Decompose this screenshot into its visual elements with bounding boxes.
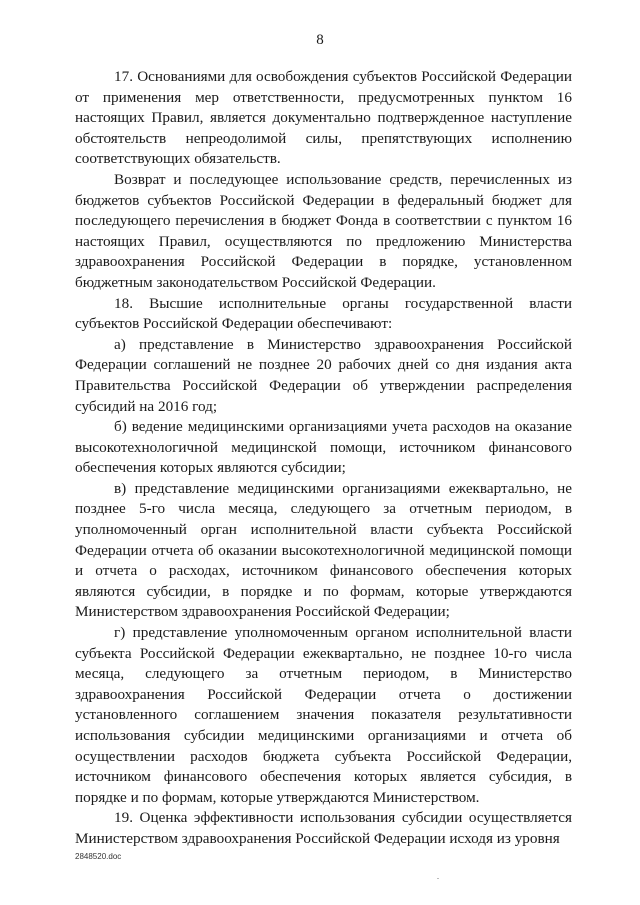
document-body — [75, 67, 572, 850]
page-number: 8 — [316, 32, 324, 48]
scan-speck — [437, 878, 439, 879]
paragraph-18-b: б) ведение медицинскими организациями учета расходов на оказание высокотехнологичной медицинской помощи, источником финансового обеспечения которых являются субсидии; — [75, 418, 572, 477]
paragraph-19: 19. Оценка эффективности использования субсидии осуществляется Министерством здравоохранения Российской Федерации исходя из уровня — [75, 809, 572, 847]
paragraph-18: 18. Высшие исполнительные органы государственной власти субъектов Российской Федерации обеспечивают: — [75, 294, 572, 333]
paragraph-18-v: в) представление медицинскими организациями ежеквартально, не позднее 5-го числа месяца, следующего за отчетным периодом, в уполномоченный орган исполнительной власти субъекта Российской Федерации отчета об оказании высокотехнологичной медицинской помощи и отчета о расходах, источником финансового обеспечения которых являются субсидии, в порядке и по формам, которые утверждаются Министерством здравоохранения Российской Федерации; — [75, 479, 572, 621]
paragraph-18-g: г) представление уполномоченным органом исполнительной власти субъекта Российской Федерации ежеквартально, не позднее 10-го числа месяца, следующего за отчетным периодом, в Министерство здравоохранения Российской Федерации отчета о достижении установленного соглашением значения показателя результативности использования субсидии медицинскими организациями и отчета об осуществлении расходов бюджета субъекта Российской Федерации, источником финансового обеспечения которых является субсидия, в порядке и по формам, которые утверждаются Министерством. — [75, 624, 572, 806]
document-filename: 2848520.doc — [75, 852, 122, 861]
paragraph-funds-return: Возврат и последующее использование средств, перечисленных из бюджетов субъектов Российской Федерации в федеральный бюджет для последующего перечисления в бюджет Фонда в соответствии с пунктом 16 настоящих Правил, осуществляются по предложению Министерства здравоохранения Российской Федерации в порядке, установленном бюджетным законодательством Российской Федерации. — [75, 170, 572, 291]
paragraph-17: 17. Основаниями для освобождения субъектов Российской Федерации от применения мер ответственности, предусмотренных пунктом 16 настоящих Правил, является документально подтвержденное наступление обстоятельств непреодолимой силы, препятствующих исполнению соответствующих обязательств. — [75, 68, 572, 168]
paragraph-18-a: а) представление в Министерство здравоохранения Российской Федерации соглашений не позднее 20 рабочих дней со дня издания акта Правительства Российской Федерации об утверждении распределения субсидий на 2016 год; — [75, 335, 572, 415]
